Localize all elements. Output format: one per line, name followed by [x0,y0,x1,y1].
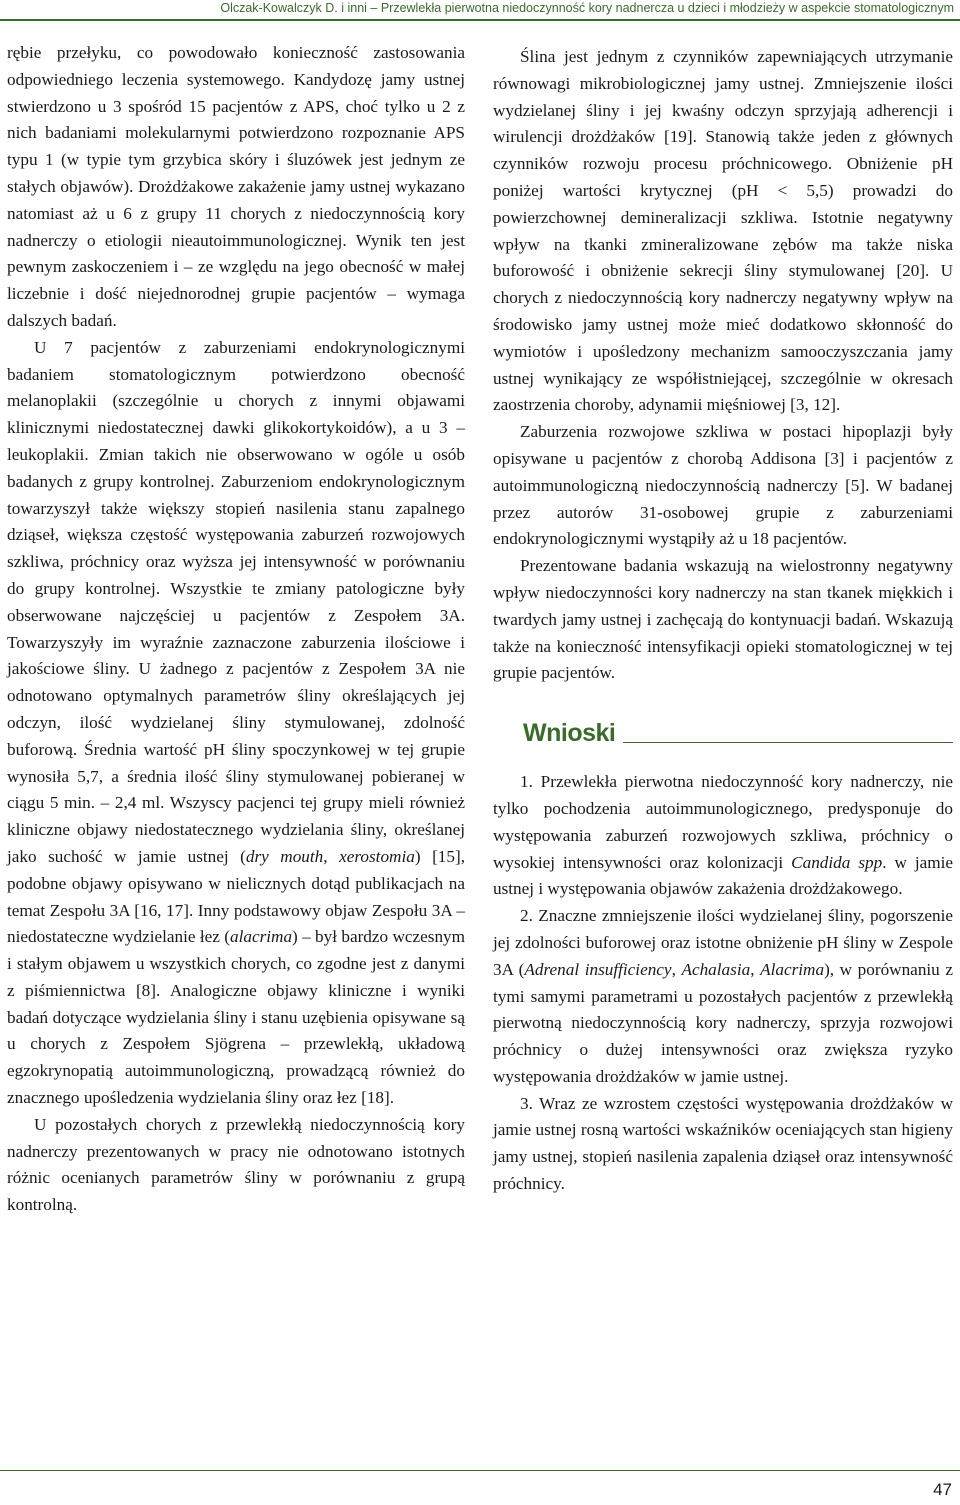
right-column [493,44,953,1198]
italic-term: Candida spp [791,852,883,872]
left-column [7,40,465,1219]
text-span: , [671,959,682,979]
conclusion-item [493,903,953,1091]
text-span: . w jamie ustnej i występowania objawów zakażenia drożdżakowego. [493,852,953,899]
paragraph [7,1112,465,1219]
paragraph [7,40,465,335]
paragraph [493,419,953,553]
running-header [0,0,960,18]
text-span: , [750,959,761,979]
text-span: rębie przełyku, co powodowało konieczność zastosowania odpowiedniego leczenia systemowego. Kandydozę jamy ustnej stwierdzono u 3 spośród 15 pacjentów z APS, choć tylko u 2 z nich badaniami molekularnymi potwierdzono rozpoznanie APS typu 1 (w typie tym grzybica skóry i śluzówek jest jednym ze stałych objawów). Drożdżakowe zakażenie jamy ustnej wykazano natomiast aż u 6 z grupy 11 chorych z niedoczynnością kory nadnerczy o etiologii nieautoimmunologicznej. Wynik ten jest pewnym zaskoczeniem i – ze względu na jego obecność w małej liczebnie i dość niejednorodnej grupie pacjentów – wymaga dalszych badań. [7,43,465,330]
paragraph [493,553,953,687]
section-rule [623,742,953,743]
footer-rule [0,1470,960,1471]
text-span: Ślina jest jednym z czynników zapewniających utrzymanie równowagi mikrobiologicznej jamy ustnej. Zmniejszenie ilości wydzielanej śliny i jej kwaśny odczyn sprzyjają adherencji i wirulencji drożdżaków [19]. Stanowią także jeden z głównych czynników rozwoju procesu próchnicowego. Obniżenie pH poniżej wartości krytycznej (pH < 5,5) prowadzi do powierzchownej demineralizacji szkliwa. Istotnie negatywny wpływ na tkanki zmineralizowane zębów ma także niska buforowość i obniżenie sekrecji śliny stymulowanej [20]. U chorych z niedoczynnością kory nadnerczy negatywny wpływ na środowisko jamy ustnej może mieć dodatkowo skłonność do wymiotów i upośledzony mechanizm samooczyszczania jamy ustnej wynikający ze współistniejącej, szczególnie w okresach zaostrzenia choroby, adynamii mięśniowej [3, 12]. [493,47,953,415]
text-span: Prezentowane badania wskazują na wielostronny negatywny wpływ niedoczynności kory nadnerczy na stan tkanek miękkich i twardych jamy ustnej i zachęcają do kontynuacji badań. Wskazują także na konieczność intensyfikacji opieki stomatologicznej w tej grupie pacjentów. [493,556,953,683]
text-span: 3. Wraz ze wzrostem częstości występowania drożdżaków w jamie ustnej rosną wartości wskaźników oceniających stan higieny jamy ustnej, stopień nasilenia zapalenia dziąseł oraz intensywność próchnicy. [493,1093,953,1194]
text-span: U pozostałych chorych z przewlekłą niedoczynnością kory nadnerczy prezentowanych w pracy nie odnotowano istotnych różnic ocenianych parametrów śliny w porównaniu z grupą kontrolną. [7,1114,465,1215]
italic-term: alacrima [229,927,293,947]
running-title: Olczak-Kowalczyk D. i inni – Przewlekła pierwotna niedoczynność kory nadnercza u dzieci i młodzieży w aspekcie stomatologicznym [220,1,954,15]
text-span: 2. Znaczne zmniejszenie ilości wydzielanej śliny, pogorszenie jej zdolności buforowej oraz istotne obniżenie pH śliny w Zespole 3A ( [493,906,953,979]
section-heading [493,719,953,747]
italic-term: Alacrima [760,959,825,979]
page-number: 47 [933,1480,952,1499]
text-span: Zaburzenia rozwojowe szkliwa w postaci hipoplazji były opisywane u pacjentów z chorobą Addisona [3] i pacjentów z autoimmunologiczną niedoczynnością nadnerczy [5]. W badanej przez autorów 31-osobowej grupie z zaburzeniami endokrynologicznymi wystąpiły aż u 18 pacjentów. [493,422,953,549]
italic-term: Achalasia [681,959,751,979]
text-span: 1. Przewlekła pierwotna niedoczynność kory nadnerczy, nie tylko pochodzenia autoimmunologicznego, predysponuje do występowania zaburzeń rozwojowych szkliwa, próchnicy o wysokiej intensywności oraz kolonizacji [493,772,953,872]
text-span: ), w porównaniu z tymi samymi parametrami u pozostałych pacjentów z przewlekłą pierwotną niedoczynnością kory nadnerczy, sprzyja rozwojowi próchnicy o dużej intensywności oraz zwiększa ryzyko występowania drożdżaków w jamie ustnej. [493,959,953,1086]
text-span: ) [15], podobne objawy opisywano w nielicznych dotąd publikacjach na temat Zespołu 3A [16, 17]. Inny podstawowy objaw Zespołu 3A – niedostateczne wydzielanie łez ( [7,846,466,947]
paragraph [493,44,953,419]
text-span: , [323,846,340,866]
conclusion-item [493,769,953,903]
conclusion-item [493,1091,953,1198]
section-title: Wnioski [523,719,616,748]
italic-term: Adrenal insufficiency [524,959,672,979]
italic-term: xerostomia [339,846,415,866]
text-span: ) – był bardzo wczesnym i stałym objawem u wszystkich chorych, co zgodne jest z danymi z piśmiennictwa [8]. Analogiczne objawy kliniczne i wyniki badań dotyczące wydzielania śliny i stanu uzębienia opisywane są u chorych z Zespołem Sjögrena – przewlekłą, układową egzokrynopatią autoimmunologiczną, prowadzącą również do znacznego upośledzenia wydzielania śliny oraz łez [18]. [7,927,465,1108]
paragraph [7,335,465,1112]
text-span: U 7 pacjentów z zaburzeniami endokrynologicznymi badaniem stomatologicznym potwierdzono obecność melanoplakii (szczególnie u chorych z innymi objawami klinicznymi niedostatecznej dawki glikokortykoidów), a u 3 – leukoplakii. Zmian takich nie obserwowano w ogóle u osób badanych z grupy kontrolnej. Zaburzeniom endokrynologicznym towarzyszył także większy stopień nasilenia stanu zapalnego dziąseł, większa częstość występowania zaburzeń rozwojowych szkliwa, próchnicy oraz wyższa jej intensywność w porównaniu do grupy kontrolnej. Wszystkie te zmiany patologiczne były obserwowane najczęściej u pacjentów z Zespołem 3A. Towarzyszyły im wyraźnie zaznaczone zaburzenia ilościowe i jakościowe śliny. U żadnego z pacjentów z Zespołem 3A nie odnotowano optymalnych parametrów śliny określających jej odczyn, ilość wydzielanej śliny stymulowanej, zdolność buforową. Średnia wartość pH śliny spoczynkowej w tej grupie wynosiła 5,7, a średnia ilość śliny stymulowanej pobieranej w ciągu 5 min. – 2,4 ml. Wszyscy pacjenci tej grupy mieli również kliniczne objawy niedostatecznego wydzielania śliny, określanej jako suchość w jamie ustnej ( [7,337,465,866]
italic-term: dry mouth [245,846,324,866]
header-rule [0,19,960,21]
